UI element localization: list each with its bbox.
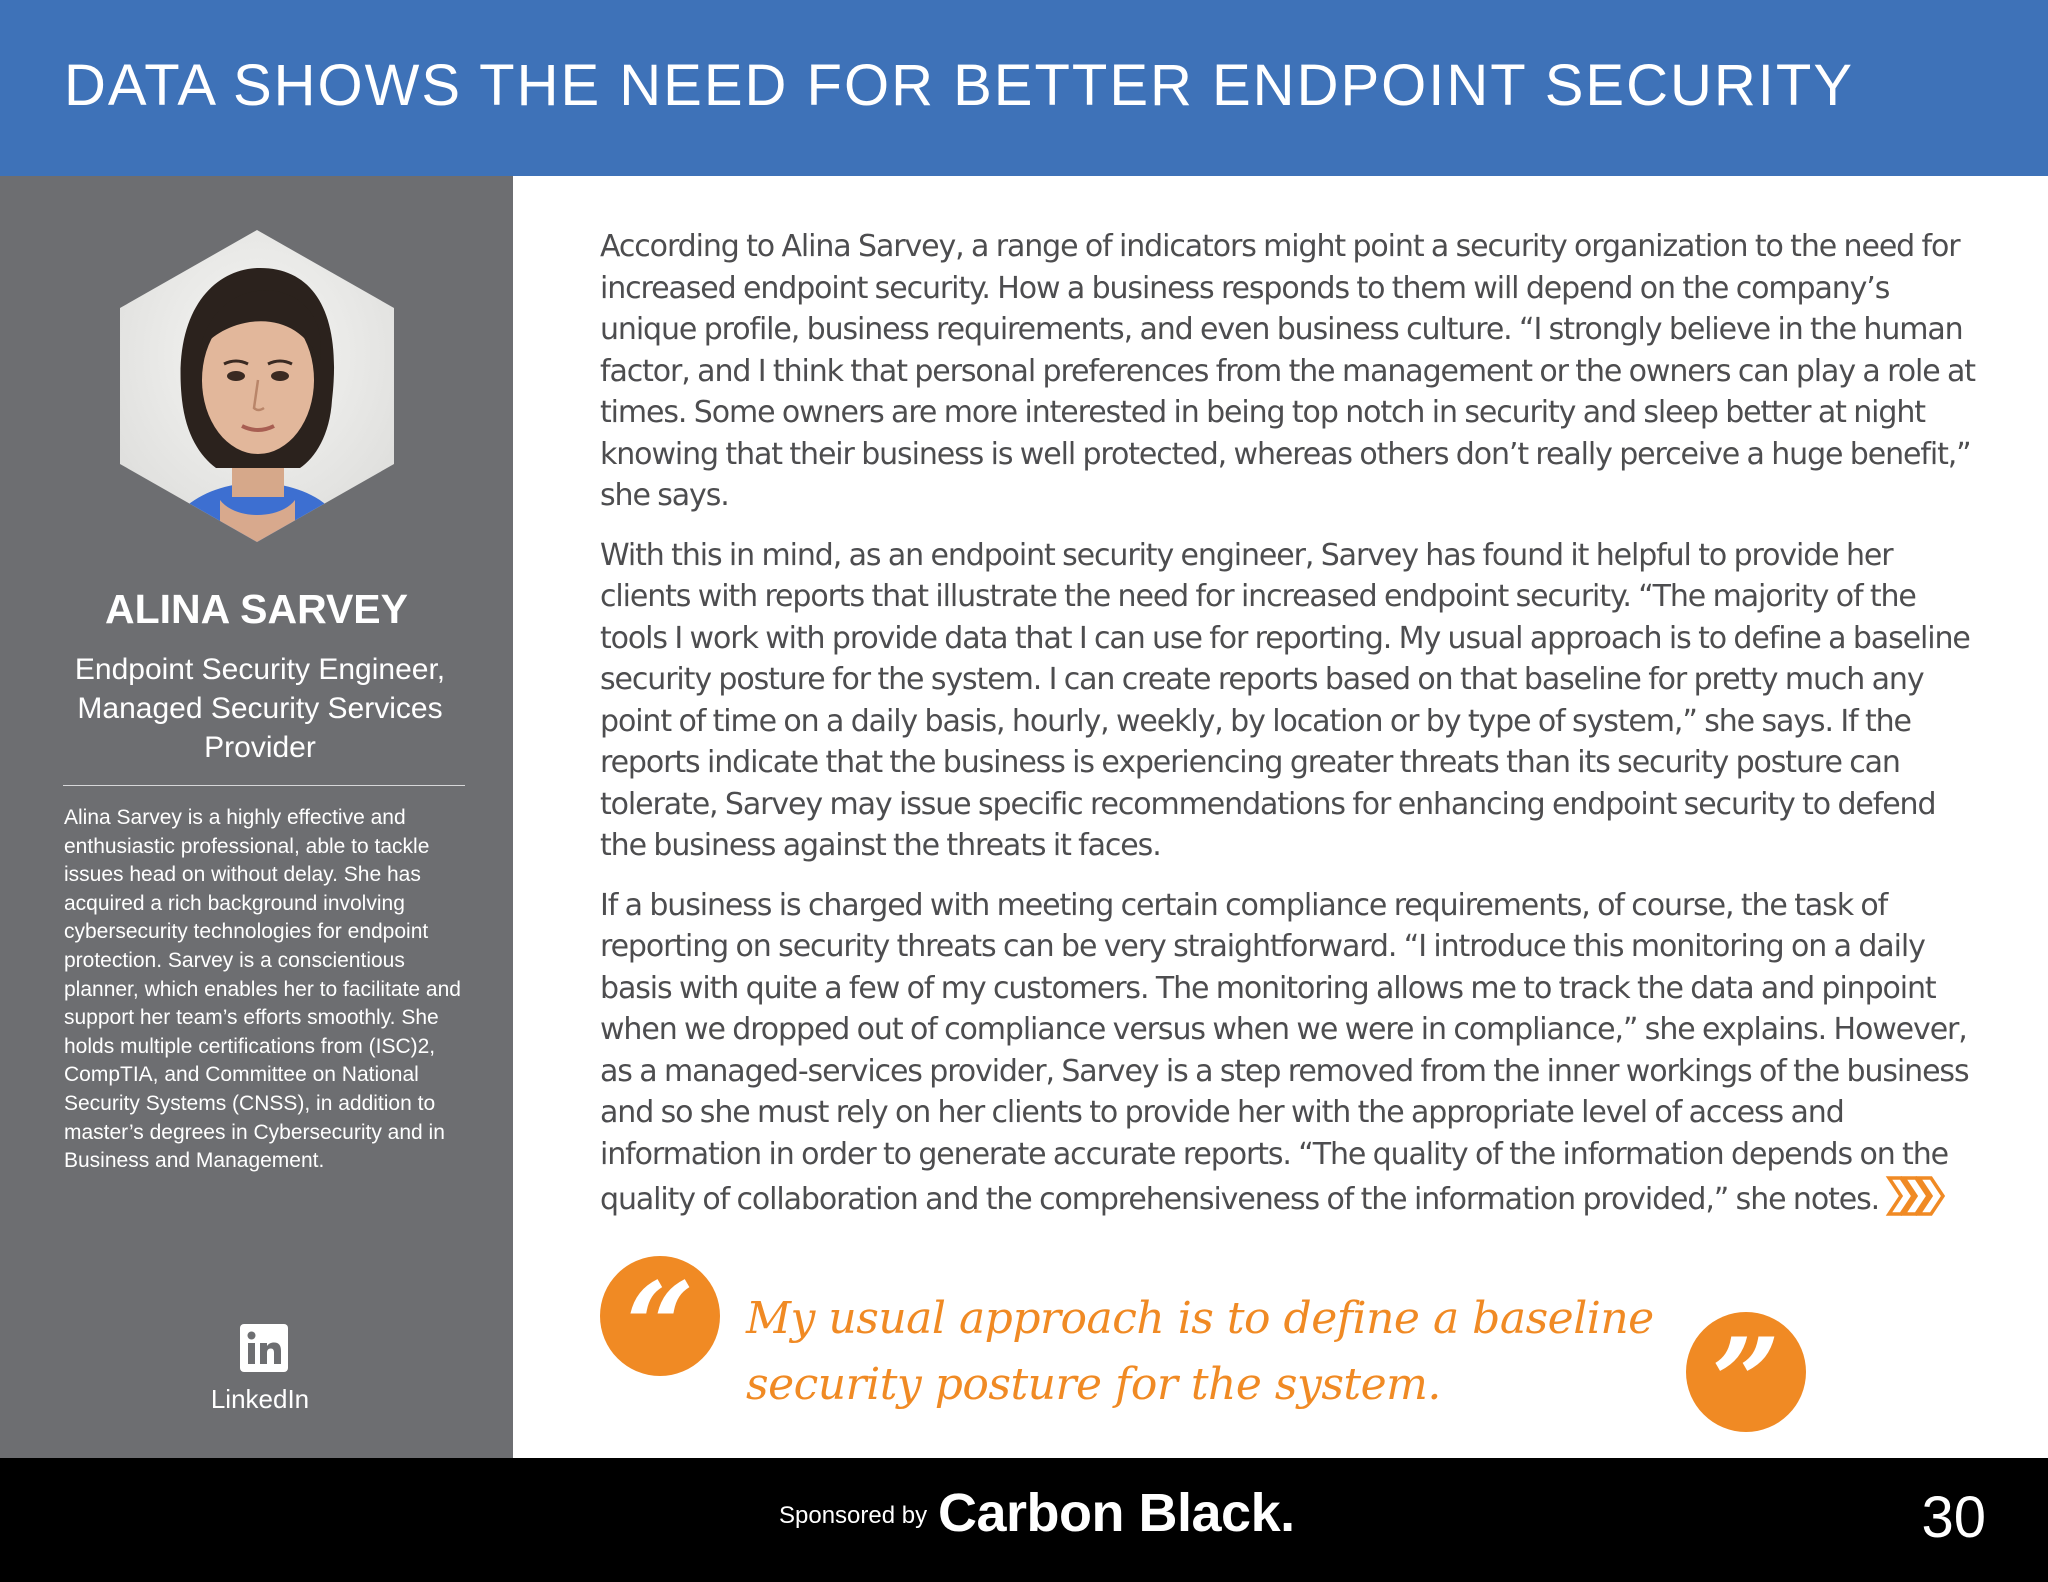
linkedin-label[interactable]: LinkedIn	[210, 1384, 310, 1414]
page-number: 30	[1921, 1485, 1986, 1550]
paragraph: With this in mind, as an endpoint security engineer, Sarvey has found it helpful to provide her clients with reports that illustrate the need for increased endpoint security. “The majority of the tools I work with provide data that I can use for reporting. My usual approach is to define a baseline security posture for the system. I can create reports based on that baseline for pretty much any point of time on a daily basis, hourly, weekly, by location or by type of system,” she says. If the reports indicate that the business is experiencing greater threats than its security posture can tolerate, Sarvey may issue specific recommendations for enhancing endpoint security to defend the business against the threats it faces.	[600, 537, 1970, 863]
page-header	[0, 0, 2048, 176]
paragraph-last	[600, 885, 1980, 1221]
pull-quote	[600, 1256, 1806, 1436]
article-body	[600, 226, 1980, 1239]
close-quote-icon	[1686, 1312, 1806, 1432]
open-quote-icon	[600, 1256, 720, 1376]
divider	[63, 785, 465, 786]
pull-quote-text: My usual approach is to define a baseline security posture for the system.	[746, 1293, 1654, 1410]
continue-chevrons-icon	[1885, 1175, 1947, 1217]
sponsor-label: Sponsored by	[779, 1502, 928, 1529]
profile-sidebar	[0, 176, 513, 1458]
linkedin-link[interactable]	[180, 1324, 340, 1424]
paragraph: According to Alina Sarvey, a range of indicators might point a security organization to the need for increased endpoint security. How a business responds to them will depend on the company’s unique profile, business requirements, and even business culture. “I strongly believe in the human factor, and I think that personal preferences from the management or the owners can play a role at times. Some owners are more interested in being top notch in security and sleep better at night knowing that their business is well protected, whereas others don’t really perceive a huge benefit,” she says.	[600, 229, 1975, 513]
profile-bio: Alina Sarvey is a highly effective and enthusiastic professional, able to tackle issues head on without delay. She has acquired a rich background involving cybersecurity technologies for endpoint protection. Sarvey is a conscientious planner, which enables her to facilitate and support her team’s efforts smoothly. She holds multiple certifications from (ISC)2, CompTIA, and Committee on National Security Systems (CNSS), in addition to master’s degrees in Cybersecurity and in Business and Management.	[64, 806, 461, 1173]
paragraph-text: If a business is charged with meeting certain compliance requirements, of course, the task of reporting on security threats can be very straightforward. “I introduce this monitoring on a daily basis with quite a few of my customers. The monitoring allows me to track the data and pinpoint when we dropped out of compliance versus when we were in compliance,” she explains. However, as a managed-services provider, Sarvey is a step removed from the inner workings of the business and so she must rely on her clients to provide her with the appropriate level of access and information in order to generate accurate reports. “The quality of the information depends on the quality of collaboration and the comprehensiveness of the information provided,” she notes.	[600, 887, 1969, 1217]
profile-role: Endpoint Security Engineer, Managed Security Services Provider	[74, 653, 446, 764]
page-footer	[0, 1458, 2048, 1582]
profile-name: ALINA SARVEY	[105, 586, 408, 632]
page-title: DATA SHOWS THE NEED FOR BETTER ENDPOINT SECURITY	[64, 53, 1855, 118]
svg-text:“: “	[625, 1256, 695, 1376]
avatar	[120, 230, 394, 542]
linkedin-icon[interactable]	[240, 1324, 288, 1372]
svg-text:”: ”	[1711, 1312, 1781, 1432]
sponsor-logo: Carbon Black.	[938, 1483, 1295, 1543]
